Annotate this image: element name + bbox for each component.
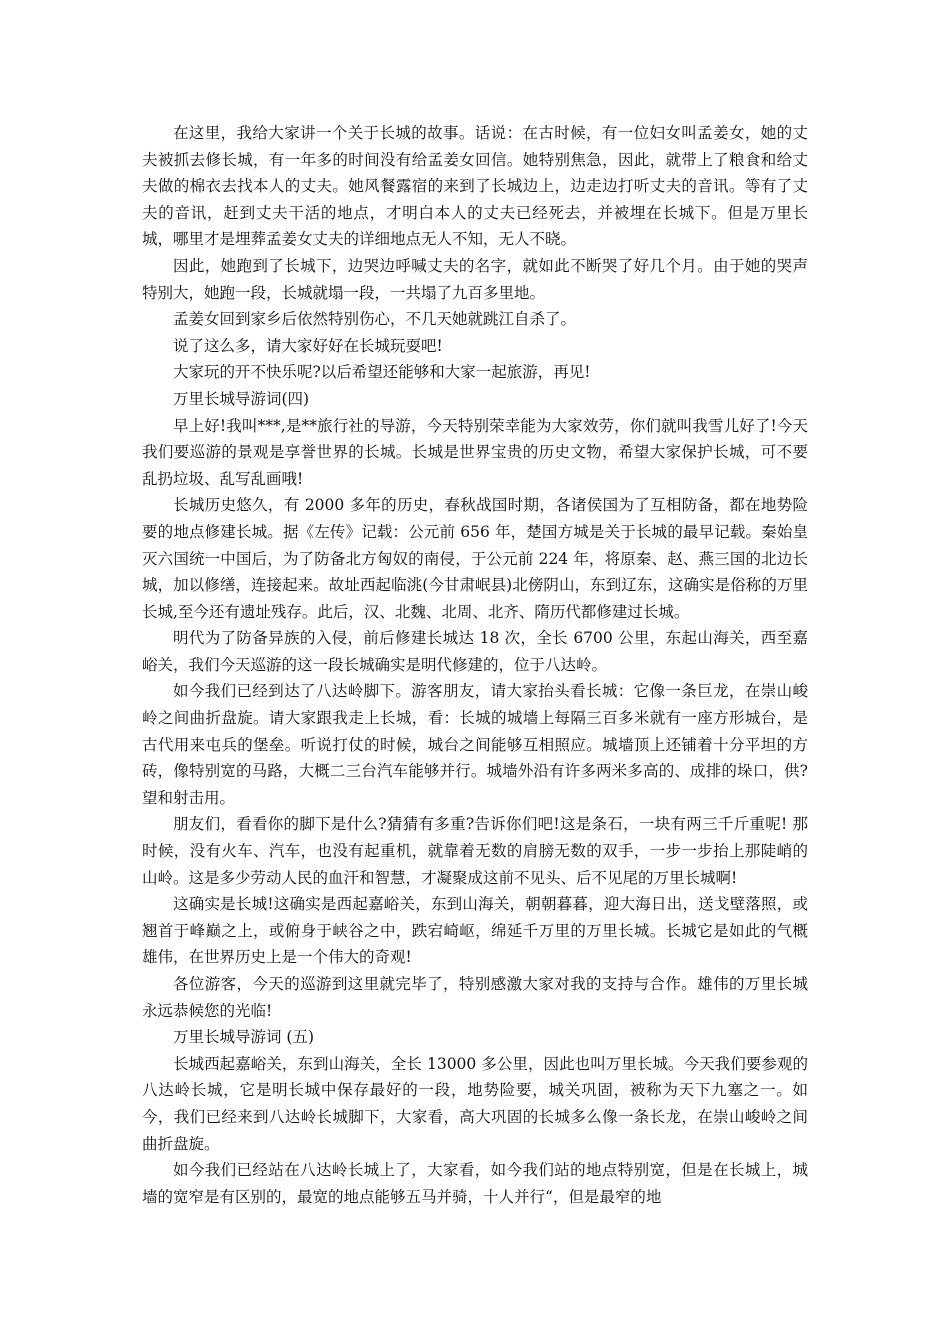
section-heading-4: 万里长城导游词(四) bbox=[173, 389, 310, 408]
paragraph-badaling-foot: 如今我们已经到达了八达岭脚下。游客朋友，请大家抬头看长城：它像一条巨龙，在崇山峻岭之间曲折盘旋。请大家跟我走上长城，看：长城的城墙上每隔三百多米就有一座方形城台，是古代用来屯兵的堡垒。听说打仗的时候，城台之间能够互相照应。城墙顶上还铺着十分平坦的方砖，像特别宽的马路，大概二三台汽车能够并行。城墙外沿有许多两米多高的、成排的垛口，供?望和射击用。 bbox=[142, 682, 808, 807]
paragraph-enjoy: 说了这么多，请大家好好在长城玩耍吧! bbox=[173, 336, 443, 355]
paragraph-crying-wall: 因此，她跑到了长城下，边哭边呼喊丈夫的名字，就如此不断哭了好几个月。由于她的哭声特别大，她跑一段，长城就塌一段，一共塌了九百多里地。 bbox=[142, 256, 808, 302]
section-heading-5: 万里长城导游词 (五) bbox=[173, 1028, 315, 1047]
paragraph-returned-home: 孟姜女回到家乡后依然特别伤心，不几天她就跳江自杀了。 bbox=[173, 310, 577, 329]
paragraph-history: 长城历史悠久，有 2000 多年的历史，春秋战国时期，各诸侯国为了互相防备，都在地势险要的地点修建长城。据《左传》记载：公元前 656 年，楚国方城是关于长城的最早记载。秦始皇灭六国统一中国后，为了防备北方匈奴的南侵，于公元前 224 年，将原秦、赵、燕三国的北边长城，加以修缮，连接起来。故址西起临洮(今甘肃岷县)北傍阴山，东到辽东，这确实是俗称的万里长城,至今还有遗址残存。此后，汉、北魏、北周、北齐、隋历代都修建过长城。 bbox=[142, 496, 808, 621]
paragraph-overview: 长城西起嘉峪关，东到山海关，全长 13000 多公里，因此也叫万里长城。今天我们要参观的八达岭长城，它是明长城中保存最好的一段，地势险要，城关巩固，被称为天下九塞之一。如今，我们已经来到八达岭长城脚下，大家看，高大巩固的长城多么像一条长龙，在崇山峻岭之间曲折盘旋。 bbox=[142, 1054, 808, 1153]
paragraph-greeting: 早上好!我叫***,是**旅行社的导游，今天特别荣幸能为大家效劳，你们就叫我雪儿好了!今天我们要巡游的景观是享誉世界的长城。长城是世界宝贵的历史文物，希望大家保护长城，可不要乱扔垃圾、乱写乱画哦! bbox=[142, 416, 808, 488]
paragraph-goodbye: 大家玩的开不快乐呢?以后希望还能够和大家一起旅游，再见! bbox=[173, 363, 591, 382]
paragraph-closing: 各位游客，今天的巡游到这里就完毕了，特别感激大家对我的支持与合作。雄伟的万里长城永远恭候您的光临! bbox=[142, 975, 808, 1020]
paragraph-ming-dynasty: 明代为了防备异族的入侵，前后修建长城达 18 次，全长 6700 公里，东起山海关，西至嘉峪关，我们今天巡游的这一段长城确实是明代修建的，位于八达岭。 bbox=[142, 629, 808, 674]
document-page bbox=[142, 120, 808, 1210]
paragraph-mengjiangnu-story: 在这里，我给大家讲一个关于长城的故事。话说：在古时候，有一位妇女叫孟姜女，她的丈夫被抓去修长城，有一年多的时间没有给孟姜女回信。她特别焦急，因此，就带上了粮食和给丈夫做的棉衣去找本人的丈夫。她风餐露宿的来到了长城边上，边走边打听丈夫的音讯。等有了丈夫的音讯，赶到丈夫干活的地点，才明白本人的丈夫已经死去，并被埋在长城下。但是万里长城，哪里才是埋葬孟姜女丈夫的详细地点无人不知，无人不晓。 bbox=[142, 124, 808, 249]
paragraph-stones: 朋友们，看看你的脚下是什么?猜猜有多重?告诉你们吧!这是条石，一块有两三千斤重呢! 那时候，没有火车、汽车，也没有起重机，就靠着无数的肩膀无数的双手，一步一步抬上那陡峭的山岭。这是多少劳动人民的血汗和智慧，才凝聚成这前不见头、后不见尾的万里长城啊! bbox=[142, 815, 808, 887]
paragraph-great-wall: 这确实是长城!这确实是西起嘉峪关，东到山海关，朝朝暮暮，迎大海日出，送戈壁落照，或翘首于峰巅之上，或俯身于峡谷之中，跌宕崎岖，绵延千万里的万里长城。长城它是如此的气概雄伟，在世界历史上是一个伟大的奇观! bbox=[142, 895, 808, 967]
paragraph-on-the-wall: 如今我们已经站在八达岭长城上了，大家看，如今我们站的地点特别宽，但是在长城上，城墙的宽窄是有区别的，最宽的地点能够五马并骑，十人并行“，但是最窄的地 bbox=[142, 1161, 808, 1206]
